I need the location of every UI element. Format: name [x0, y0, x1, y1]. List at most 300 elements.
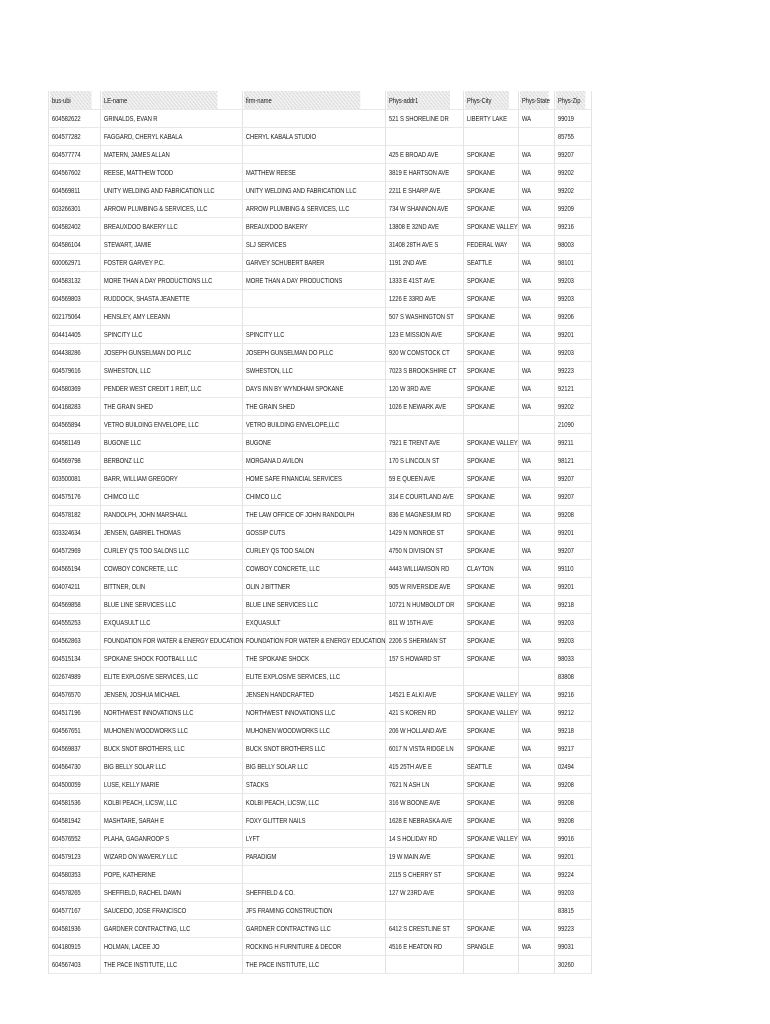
- table-cell: EXQUASULT LLC: [101, 614, 217, 632]
- table-cell: UNITY WELDING AND FABRICATION LLC: [101, 182, 217, 200]
- table-cell: 170 S LINCOLN ST: [386, 452, 450, 470]
- table-cell: SPOKANE: [464, 596, 509, 614]
- table-row: [49, 848, 592, 866]
- table-cell: GOSSIP CUTS: [243, 524, 360, 542]
- table-cell: 7023 S BROOKSHIRE CT: [386, 362, 450, 380]
- table-cell: WA: [519, 542, 549, 560]
- table-row: [49, 704, 592, 722]
- table-cell: 99031: [555, 938, 585, 956]
- table-cell: 604074211: [49, 578, 92, 596]
- table-cell: 602175064: [49, 308, 92, 326]
- table-row: [49, 434, 592, 452]
- table-row: [49, 398, 592, 416]
- table-cell: 604565194: [49, 560, 92, 578]
- table-cell: SWHESTON, LLC: [243, 362, 360, 380]
- table-row: [49, 830, 592, 848]
- table-cell: WA: [519, 614, 549, 632]
- table-cell: 603500081: [49, 470, 92, 488]
- table-cell: [519, 902, 549, 920]
- table-cell: FOUNDATION FOR WATER & ENERGY EDUCATION: [101, 632, 217, 650]
- table-cell: SPOKANE VALLEY: [464, 434, 509, 452]
- table-cell: EXQUASULT: [243, 614, 360, 632]
- table-cell: MATERN, JAMES ALLAN: [101, 146, 217, 164]
- table-cell: SPOKANE: [464, 308, 509, 326]
- table-cell: 604565894: [49, 416, 92, 434]
- table-cell: SPOKANE: [464, 722, 509, 740]
- table-cell: 99202: [555, 164, 585, 182]
- table-cell: BUGONE: [243, 434, 360, 452]
- table-cell: 99223: [555, 920, 585, 938]
- table-cell: 604567602: [49, 164, 92, 182]
- table-cell: WA: [519, 560, 549, 578]
- table-cell: 604582402: [49, 218, 92, 236]
- table-cell: 98033: [555, 650, 585, 668]
- table-cell: 603324634: [49, 524, 92, 542]
- table-cell: 98101: [555, 254, 585, 272]
- table-cell: 604567651: [49, 722, 92, 740]
- table-row: [49, 326, 592, 344]
- table-cell: SPOKANE: [464, 632, 509, 650]
- table-cell: WA: [519, 848, 549, 866]
- table-cell: 604500059: [49, 776, 92, 794]
- table-cell: GARVEY SCHUBERT BARER: [243, 254, 360, 272]
- table-cell: 604581149: [49, 434, 92, 452]
- table-cell: SPOKANE: [464, 506, 509, 524]
- table-cell: REESE, MATTHEW TODD: [101, 164, 217, 182]
- table-cell: 99201: [555, 326, 585, 344]
- table-row: [49, 902, 592, 920]
- table-cell: 604555253: [49, 614, 92, 632]
- table-row: [49, 200, 592, 218]
- table-cell: KOLBI PEACH, LICSW, LLC: [243, 794, 360, 812]
- table-cell: SPOKANE VALLEY: [464, 218, 509, 236]
- table-row: [49, 488, 592, 506]
- table-cell: WA: [519, 578, 549, 596]
- table-cell: 2115 S CHERRY ST: [386, 866, 450, 884]
- table-cell: WA: [519, 758, 549, 776]
- table-row: [49, 470, 592, 488]
- table-cell: THE GRAIN SHED: [243, 398, 360, 416]
- table-cell: SPOKANE: [464, 272, 509, 290]
- table-cell: LYFT: [243, 830, 360, 848]
- table-cell: 604515134: [49, 650, 92, 668]
- table-cell: SPOKANE: [464, 182, 509, 200]
- table-cell: 604577282: [49, 128, 92, 146]
- table-cell: 604583132: [49, 272, 92, 290]
- table-cell: SPOKANE VALLEY: [464, 830, 509, 848]
- column-header: Phys-addr1: [386, 91, 450, 110]
- table-row: [49, 956, 592, 974]
- business-table: [48, 91, 592, 974]
- table-cell: 99224: [555, 866, 585, 884]
- table-cell: SPOKANE: [464, 794, 509, 812]
- table-cell: 603266301: [49, 200, 92, 218]
- table-cell: ARROW PLUMBING & SERVICES, LLC: [243, 200, 360, 218]
- table-cell: SPOKANE: [464, 290, 509, 308]
- table-cell: SPOKANE: [464, 398, 509, 416]
- table-cell: 734 W SHANNON AVE: [386, 200, 450, 218]
- table-cell: 30260: [555, 956, 585, 974]
- table-row: [49, 380, 592, 398]
- table-row: [49, 596, 592, 614]
- table-cell: SPOKANE: [464, 524, 509, 542]
- table-row: [49, 866, 592, 884]
- table-cell: JFS FRAMING CONSTRUCTION: [243, 902, 360, 920]
- table-cell: WA: [519, 470, 549, 488]
- table-cell: 99207: [555, 470, 585, 488]
- table-cell: 604586104: [49, 236, 92, 254]
- table-cell: [386, 668, 450, 686]
- table-cell: 123 E MISSION AVE: [386, 326, 450, 344]
- table-cell: WA: [519, 326, 549, 344]
- table-cell: 99209: [555, 200, 585, 218]
- table-cell: 600062971: [49, 254, 92, 272]
- table-cell: SEATTLE: [464, 758, 509, 776]
- table-cell: 602674989: [49, 668, 92, 686]
- table-cell: SPOKANE: [464, 146, 509, 164]
- table-cell: 604567403: [49, 956, 92, 974]
- table-cell: 99208: [555, 812, 585, 830]
- table-row: [49, 794, 592, 812]
- table-cell: 604569811: [49, 182, 92, 200]
- table-cell: 604576570: [49, 686, 92, 704]
- table-cell: 99223: [555, 362, 585, 380]
- table-cell: RUDDOCK, SHASTA JEANETTE: [101, 290, 217, 308]
- table-row: [49, 758, 592, 776]
- table-cell: HOLMAN, LACEE JO: [101, 938, 217, 956]
- table-cell: JOSEPH GUNSELMAN DO PLLC: [101, 344, 217, 362]
- table-cell: STACKS: [243, 776, 360, 794]
- table-cell: POPE, KATHERINE: [101, 866, 217, 884]
- table-cell: MORGANA D AVILON: [243, 452, 360, 470]
- table-cell: 604579123: [49, 848, 92, 866]
- table-cell: NORTHWEST INNOVATIONS LLC: [243, 704, 360, 722]
- table-cell: 14 S HOLIDAY RD: [386, 830, 450, 848]
- table-cell: 85755: [555, 128, 585, 146]
- table-cell: WA: [519, 218, 549, 236]
- table-cell: SPOKANE: [464, 740, 509, 758]
- table-cell: 604579616: [49, 362, 92, 380]
- table-cell: FOUNDATION FOR WATER & ENERGY EDUCATION: [243, 632, 360, 650]
- table-cell: [464, 128, 509, 146]
- table-cell: 604180915: [49, 938, 92, 956]
- table-cell: 92121: [555, 380, 585, 398]
- table-cell: 120 W 3RD AVE: [386, 380, 450, 398]
- table-cell: 7921 E TRENT AVE: [386, 434, 450, 452]
- column-header: firm-name: [243, 91, 360, 110]
- table-cell: SPANGLE: [464, 938, 509, 956]
- table-cell: WA: [519, 398, 549, 416]
- table-cell: 1226 E 33RD AVE: [386, 290, 450, 308]
- table-cell: FOXY GLITTER NAILS: [243, 812, 360, 830]
- table-cell: 98121: [555, 452, 585, 470]
- table-cell: COWBOY CONCRETE, LLC: [243, 560, 360, 578]
- table-cell: PLAHA, GAGANROOP S: [101, 830, 217, 848]
- table-cell: 4750 N DIVISION ST: [386, 542, 450, 560]
- table-cell: 02494: [555, 758, 585, 776]
- table-cell: SPOKANE: [464, 470, 509, 488]
- table-row: [49, 308, 592, 326]
- table-cell: WA: [519, 812, 549, 830]
- table-cell: BREAUXDOO BAKERY LLC: [101, 218, 217, 236]
- table-cell: 604581942: [49, 812, 92, 830]
- table-cell: MASHTARE, SARAH E: [101, 812, 217, 830]
- table-cell: SHEFFIELD & CO.: [243, 884, 360, 902]
- table-row: [49, 362, 592, 380]
- table-cell: HOME SAFE FINANCIAL SERVICES: [243, 470, 360, 488]
- table-cell: [386, 128, 450, 146]
- table-cell: 604582622: [49, 110, 92, 128]
- table-row: [49, 650, 592, 668]
- table-cell: 604564730: [49, 758, 92, 776]
- table-cell: WA: [519, 704, 549, 722]
- table-cell: CHERYL KABALA STUDIO: [243, 128, 360, 146]
- table-cell: 99203: [555, 344, 585, 362]
- table-row: [49, 686, 592, 704]
- table-row: [49, 128, 592, 146]
- table-cell: SPOKANE: [464, 578, 509, 596]
- table-cell: WA: [519, 632, 549, 650]
- table-cell: FOSTER GARVEY P.C.: [101, 254, 217, 272]
- table-row: [49, 542, 592, 560]
- table-cell: WA: [519, 884, 549, 902]
- table-cell: ELITE EXPLOSIVE SERVICES, LLC: [101, 668, 217, 686]
- table-cell: 604438286: [49, 344, 92, 362]
- table-cell: SPOKANE: [464, 452, 509, 470]
- table-cell: SWHESTON, LLC: [101, 362, 217, 380]
- table-cell: WA: [519, 362, 549, 380]
- table-cell: THE PACE INSTITUTE, LLC: [101, 956, 217, 974]
- table-cell: SPOKANE: [464, 200, 509, 218]
- table-cell: WA: [519, 200, 549, 218]
- table-cell: 604168283: [49, 398, 92, 416]
- table-cell: 4516 E HEATON RD: [386, 938, 450, 956]
- table-cell: 604581536: [49, 794, 92, 812]
- table-cell: LIBERTY LAKE: [464, 110, 509, 128]
- table-cell: MUHONEN WOODWORKS LLC: [101, 722, 217, 740]
- table-cell: ARROW PLUMBING & SERVICES, LLC: [101, 200, 217, 218]
- table-cell: BITTNER, OLIN: [101, 578, 217, 596]
- table-cell: 99207: [555, 542, 585, 560]
- table-cell: 604414405: [49, 326, 92, 344]
- table-cell: 425 E BROAD AVE: [386, 146, 450, 164]
- table-cell: 99203: [555, 614, 585, 632]
- table-cell: 604577774: [49, 146, 92, 164]
- table-cell: PENDER WEST CREDIT 1 REIT, LLC: [101, 380, 217, 398]
- table-cell: SPINCITY LLC: [243, 326, 360, 344]
- table-cell: HENSLEY, AMY LEEANN: [101, 308, 217, 326]
- table-cell: 99208: [555, 506, 585, 524]
- table-cell: 99203: [555, 290, 585, 308]
- table-row: [49, 164, 592, 182]
- table-cell: WIZARD ON WAVERLY LLC: [101, 848, 217, 866]
- table-row: [49, 524, 592, 542]
- table-cell: SPINCITY LLC: [101, 326, 217, 344]
- table-cell: SLJ SERVICES: [243, 236, 360, 254]
- table-cell: ROCKING H FURNITURE & DECOR: [243, 938, 360, 956]
- table-cell: [243, 146, 360, 164]
- table-cell: BLUE LINE SERVICES LLC: [101, 596, 217, 614]
- table-cell: SPOKANE: [464, 650, 509, 668]
- table-cell: 604580369: [49, 380, 92, 398]
- table-cell: WA: [519, 182, 549, 200]
- table-cell: 1333 E 41ST AVE: [386, 272, 450, 290]
- table-cell: 31408 28TH AVE S: [386, 236, 450, 254]
- table-cell: WA: [519, 236, 549, 254]
- table-cell: MORE THAN A DAY PRODUCTIONS LLC: [101, 272, 217, 290]
- table-cell: [464, 902, 509, 920]
- table-cell: 127 W 23RD AVE: [386, 884, 450, 902]
- table-cell: BUGONE LLC: [101, 434, 217, 452]
- table-cell: JOSEPH GUNSELMAN DO PLLC: [243, 344, 360, 362]
- table-cell: WA: [519, 524, 549, 542]
- table-cell: 99216: [555, 218, 585, 236]
- table-cell: SPOKANE: [464, 380, 509, 398]
- column-header: bus-ubi: [49, 91, 92, 110]
- table-cell: 6017 N VISTA RIDGE LN: [386, 740, 450, 758]
- table-cell: [386, 956, 450, 974]
- table-cell: 604569803: [49, 290, 92, 308]
- table-cell: 604576552: [49, 830, 92, 848]
- table-cell: 59 E QUEEN AVE: [386, 470, 450, 488]
- table-cell: WA: [519, 254, 549, 272]
- table-cell: [386, 902, 450, 920]
- table-cell: WA: [519, 146, 549, 164]
- table-cell: 604580353: [49, 866, 92, 884]
- table-cell: WA: [519, 650, 549, 668]
- table-cell: CHIMCO LLC: [243, 488, 360, 506]
- table-cell: LUSE, KELLY MARIE: [101, 776, 217, 794]
- table-cell: MORE THAN A DAY PRODUCTIONS: [243, 272, 360, 290]
- table-cell: BARR, WILLIAM GREGORY: [101, 470, 217, 488]
- table-cell: 99203: [555, 632, 585, 650]
- table-cell: 99218: [555, 596, 585, 614]
- table-cell: 99208: [555, 794, 585, 812]
- table-cell: 99016: [555, 830, 585, 848]
- table-cell: WA: [519, 488, 549, 506]
- table-cell: 99201: [555, 848, 585, 866]
- table-cell: 7621 N ASH LN: [386, 776, 450, 794]
- table-cell: UNITY WELDING AND FABRICATION LLC: [243, 182, 360, 200]
- table-cell: WA: [519, 794, 549, 812]
- table-cell: 4443 WILLIAMSON RD: [386, 560, 450, 578]
- table-cell: 99217: [555, 740, 585, 758]
- table-cell: 1628 E NEBRASKA AVE: [386, 812, 450, 830]
- table-cell: SPOKANE: [464, 920, 509, 938]
- column-header: Phys-City: [464, 91, 509, 110]
- table-cell: 604517196: [49, 704, 92, 722]
- table-row: [49, 632, 592, 650]
- spreadsheet-page: [48, 91, 591, 974]
- table-cell: CURLEY Q'S TOO SALONS LLC: [101, 542, 217, 560]
- table-row: [49, 884, 592, 902]
- table-cell: 521 S SHORELINE DR: [386, 110, 450, 128]
- table-cell: [519, 416, 549, 434]
- table-cell: WA: [519, 740, 549, 758]
- table-cell: 604572969: [49, 542, 92, 560]
- table-cell: 98003: [555, 236, 585, 254]
- table-cell: CHIMCO LLC: [101, 488, 217, 506]
- table-cell: 99110: [555, 560, 585, 578]
- table-cell: 1191 2ND AVE: [386, 254, 450, 272]
- table-cell: SPOKANE: [464, 776, 509, 794]
- table-cell: 14521 E ALKI AVE: [386, 686, 450, 704]
- table-row: [49, 560, 592, 578]
- table-cell: 206 W HOLLAND AVE: [386, 722, 450, 740]
- table-cell: VETRO BUILDING ENVELOPE,LLC: [243, 416, 360, 434]
- table-cell: SPOKANE: [464, 866, 509, 884]
- table-cell: 507 S WASHINGTON ST: [386, 308, 450, 326]
- table-cell: 99201: [555, 524, 585, 542]
- table-row: [49, 812, 592, 830]
- table-cell: THE GRAIN SHED: [101, 398, 217, 416]
- table-cell: [519, 128, 549, 146]
- table-cell: PARADIGM: [243, 848, 360, 866]
- table-cell: 836 E MAGNESIUM RD: [386, 506, 450, 524]
- table-cell: 83808: [555, 668, 585, 686]
- table-cell: 99208: [555, 776, 585, 794]
- table-cell: WA: [519, 920, 549, 938]
- table-row: [49, 920, 592, 938]
- table-cell: KOLBI PEACH, LICSW, LLC: [101, 794, 217, 812]
- table-cell: 99203: [555, 272, 585, 290]
- table-cell: NORTHWEST INNOVATIONS LLC: [101, 704, 217, 722]
- table-cell: 316 W BOONE AVE: [386, 794, 450, 812]
- table-cell: SPOKANE VALLEY: [464, 704, 509, 722]
- table-cell: WA: [519, 434, 549, 452]
- table-cell: CLAYTON: [464, 560, 509, 578]
- table-cell: COWBOY CONCRETE, LLC: [101, 560, 217, 578]
- table-cell: 811 W 15TH AVE: [386, 614, 450, 632]
- table-cell: 99202: [555, 182, 585, 200]
- table-cell: JENSEN HANDCRAFTED: [243, 686, 360, 704]
- table-row: [49, 668, 592, 686]
- table-cell: WA: [519, 686, 549, 704]
- table-cell: [243, 308, 360, 326]
- table-cell: 157 S HOWARD ST: [386, 650, 450, 668]
- table-cell: SPOKANE: [464, 884, 509, 902]
- table-cell: [464, 956, 509, 974]
- table-cell: 99201: [555, 578, 585, 596]
- table-row: [49, 452, 592, 470]
- table-cell: WA: [519, 344, 549, 362]
- table-cell: [243, 110, 360, 128]
- table-cell: 604577167: [49, 902, 92, 920]
- table-cell: MATTHEW REESE: [243, 164, 360, 182]
- table-cell: [243, 866, 360, 884]
- table-cell: BIG BELLY SOLAR LLC: [243, 758, 360, 776]
- table-cell: 415 25TH AVE E: [386, 758, 450, 776]
- table-cell: 604578182: [49, 506, 92, 524]
- table-cell: 604575176: [49, 488, 92, 506]
- table-cell: SPOKANE VALLEY: [464, 686, 509, 704]
- table-cell: 99212: [555, 704, 585, 722]
- table-cell: 99218: [555, 722, 585, 740]
- table-cell: BUCK SNOT BROTHERS LLC: [243, 740, 360, 758]
- table-cell: SEATTLE: [464, 254, 509, 272]
- table-cell: WA: [519, 290, 549, 308]
- table-cell: CURLEY QS TOO SALON: [243, 542, 360, 560]
- table-cell: 920 W COMSTOCK CT: [386, 344, 450, 362]
- table-cell: OLIN J BITTNER: [243, 578, 360, 596]
- table-row: [49, 290, 592, 308]
- table-row: [49, 938, 592, 956]
- table-cell: WA: [519, 722, 549, 740]
- table-cell: SPOKANE: [464, 344, 509, 362]
- table-cell: WA: [519, 110, 549, 128]
- table-cell: FAGGARD, CHERYL KABALA: [101, 128, 217, 146]
- table-cell: SPOKANE: [464, 614, 509, 632]
